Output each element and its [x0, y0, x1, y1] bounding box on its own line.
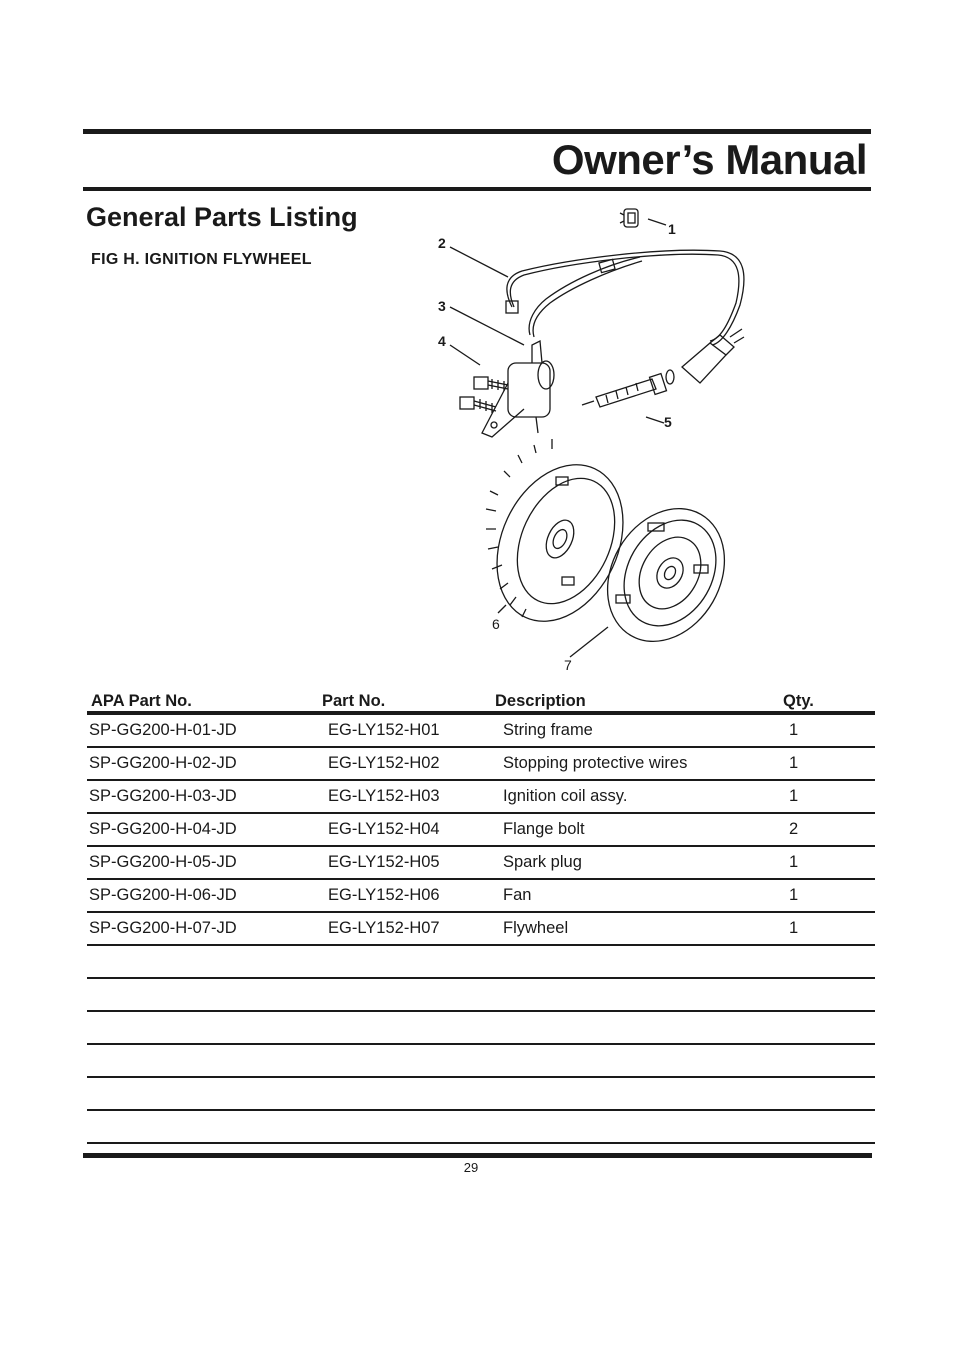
part-no-cell: EG-LY152-H05	[318, 846, 491, 879]
apa-part-no-cell: SP-GG200-H-07-JD	[87, 912, 318, 945]
callout-1: 1	[668, 221, 676, 237]
header-rule-bottom	[83, 187, 871, 191]
description-cell: Stopping protective wires	[491, 747, 779, 780]
description-cell: String frame	[491, 713, 779, 747]
table-row	[87, 846, 875, 879]
header-description: Description	[491, 688, 779, 713]
qty-cell	[779, 1011, 875, 1044]
apa-part-no-cell	[87, 1011, 318, 1044]
table-row	[87, 1077, 875, 1110]
part-no-cell: EG-LY152-H06	[318, 879, 491, 912]
callout-2: 2	[438, 235, 446, 251]
qty-cell: 2	[779, 813, 875, 846]
flange-bolt-part	[460, 377, 508, 413]
part-no-cell	[318, 1011, 491, 1044]
description-cell: Flange bolt	[491, 813, 779, 846]
apa-part-no-cell: SP-GG200-H-04-JD	[87, 813, 318, 846]
apa-part-no-cell	[87, 978, 318, 1011]
table-row	[87, 813, 875, 846]
qty-cell: 1	[779, 780, 875, 813]
callout-3: 3	[438, 298, 446, 314]
table-row	[87, 1011, 875, 1044]
description-cell: Flywheel	[491, 912, 779, 945]
header-apa-part-no: APA Part No.	[87, 688, 318, 713]
parts-table-body	[87, 713, 875, 1143]
table-row	[87, 780, 875, 813]
description-cell	[491, 1044, 779, 1077]
footer-rule	[83, 1153, 872, 1158]
description-cell: Spark plug	[491, 846, 779, 879]
table-row	[87, 945, 875, 978]
table-row	[87, 1110, 875, 1143]
header-part-no: Part No.	[318, 688, 491, 713]
part-no-cell	[318, 1044, 491, 1077]
part-no-cell: EG-LY152-H03	[318, 780, 491, 813]
table-row	[87, 713, 875, 747]
table-row	[87, 912, 875, 945]
apa-part-no-cell	[87, 1044, 318, 1077]
stop-wire-part	[506, 250, 744, 345]
apa-part-no-cell	[87, 1110, 318, 1143]
callout-5: 5	[664, 414, 672, 430]
ignition-flywheel-diagram	[420, 195, 760, 675]
apa-part-no-cell: SP-GG200-H-06-JD	[87, 879, 318, 912]
qty-cell	[779, 1077, 875, 1110]
description-cell	[491, 1011, 779, 1044]
description-cell	[491, 978, 779, 1011]
apa-part-no-cell	[87, 945, 318, 978]
part-no-cell: EG-LY152-H04	[318, 813, 491, 846]
qty-cell: 1	[779, 846, 875, 879]
qty-cell	[779, 978, 875, 1011]
page-number: 29	[463, 1160, 479, 1175]
figure-caption: FIG H. IGNITION FLYWHEEL	[91, 251, 312, 268]
section-title: General Parts Listing	[86, 202, 358, 232]
table-row	[87, 978, 875, 1011]
manual-title: Owner’s Manual	[551, 136, 867, 183]
apa-part-no-cell: SP-GG200-H-03-JD	[87, 780, 318, 813]
qty-cell	[779, 1044, 875, 1077]
part-no-cell: EG-LY152-H07	[318, 912, 491, 945]
qty-cell: 1	[779, 747, 875, 780]
callout-4: 4	[438, 333, 446, 349]
table-row	[87, 879, 875, 912]
part-no-cell: EG-LY152-H01	[318, 713, 491, 747]
callout-6: 6	[492, 616, 500, 632]
string-frame-part	[620, 209, 638, 227]
description-cell	[491, 1110, 779, 1143]
apa-part-no-cell: SP-GG200-H-05-JD	[87, 846, 318, 879]
flywheel-part	[584, 487, 748, 662]
apa-part-no-cell	[87, 1077, 318, 1110]
part-no-cell	[318, 945, 491, 978]
table-header-row	[87, 688, 875, 713]
table-row	[87, 747, 875, 780]
header-qty: Qty.	[779, 688, 875, 713]
qty-cell	[779, 1110, 875, 1143]
apa-part-no-cell: SP-GG200-H-02-JD	[87, 747, 318, 780]
parts-table	[87, 688, 875, 1144]
description-cell	[491, 1077, 779, 1110]
header-rule-top	[83, 129, 871, 134]
part-no-cell	[318, 1110, 491, 1143]
qty-cell: 1	[779, 879, 875, 912]
part-no-cell	[318, 1077, 491, 1110]
apa-part-no-cell: SP-GG200-H-01-JD	[87, 713, 318, 747]
description-cell: Ignition coil assy.	[491, 780, 779, 813]
qty-cell	[779, 945, 875, 978]
ignition-coil-part	[482, 257, 642, 437]
description-cell	[491, 945, 779, 978]
table-row	[87, 1044, 875, 1077]
qty-cell: 1	[779, 912, 875, 945]
part-no-cell: EG-LY152-H02	[318, 747, 491, 780]
description-cell: Fan	[491, 879, 779, 912]
callout-7: 7	[564, 657, 572, 673]
part-no-cell	[318, 978, 491, 1011]
qty-cell: 1	[779, 713, 875, 747]
